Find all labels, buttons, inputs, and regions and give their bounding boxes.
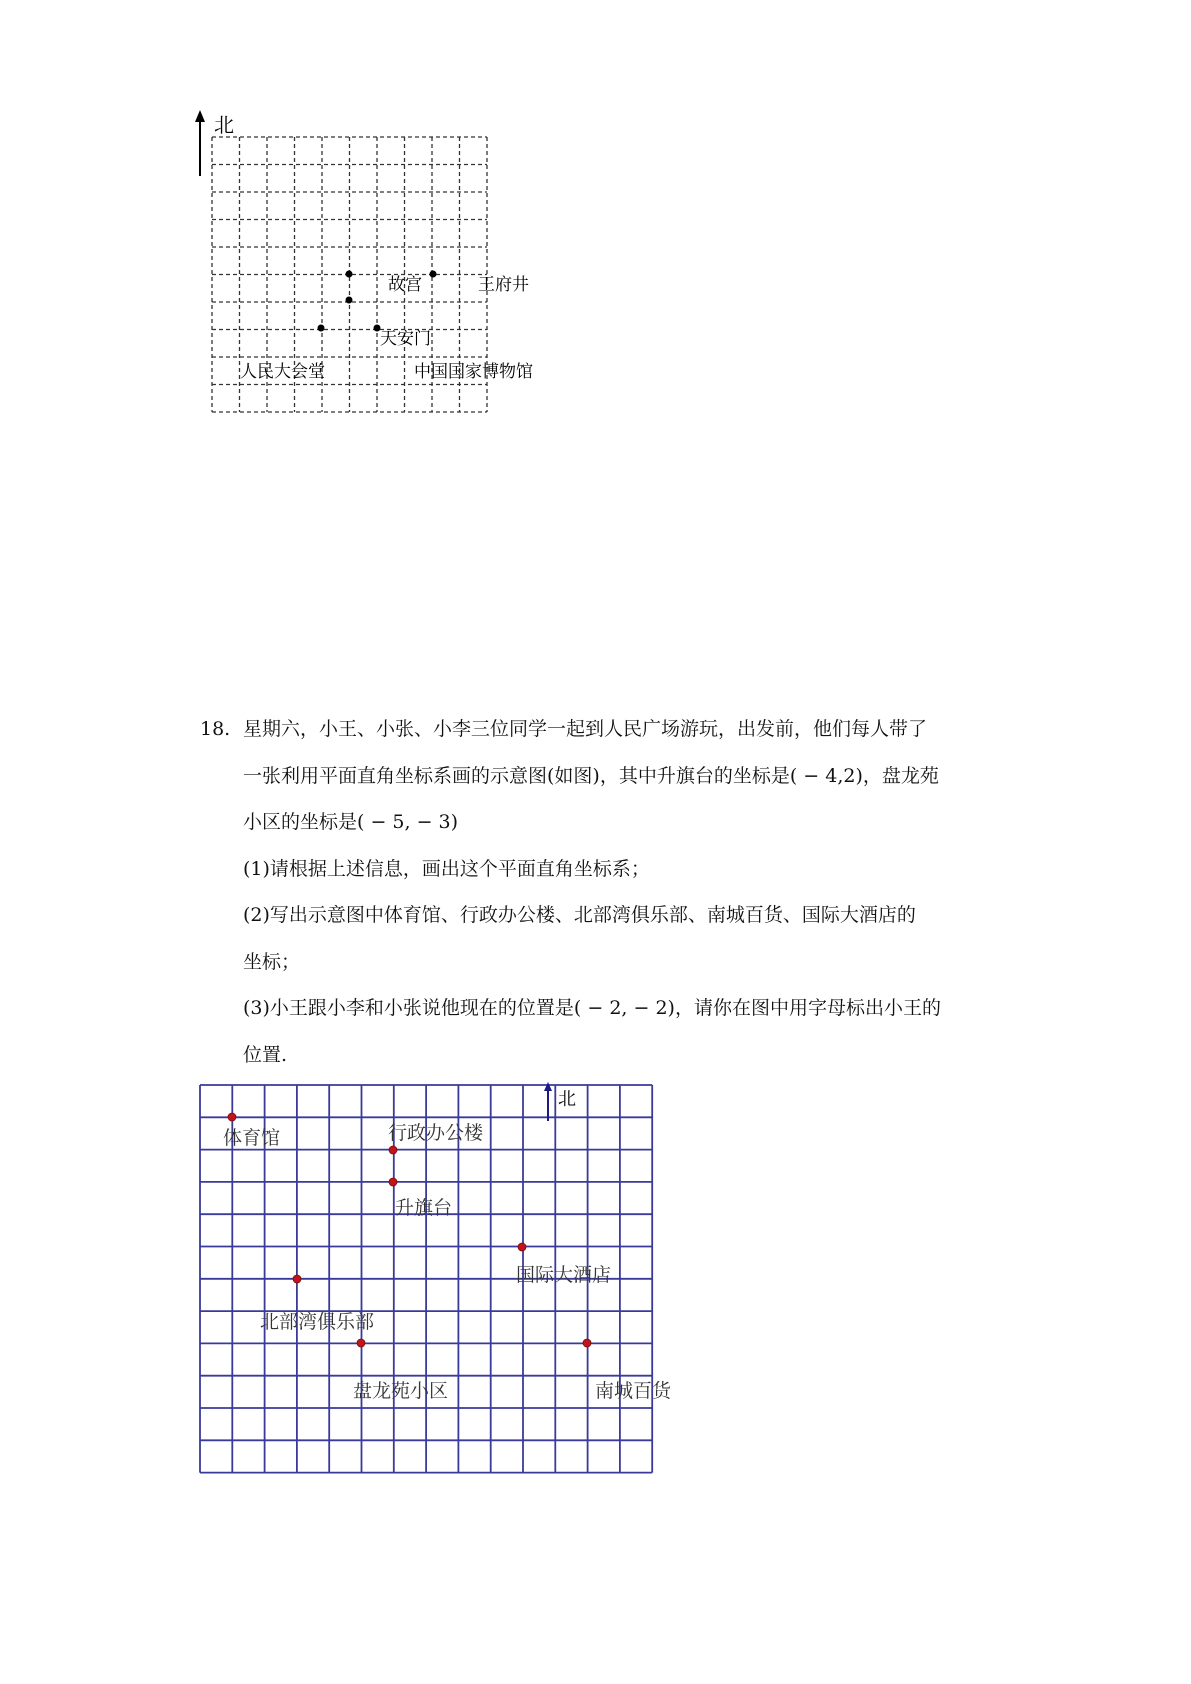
place-label-panlongyuan: 盘龙苑小区 xyxy=(353,1380,449,1402)
question-number: 18. xyxy=(200,718,231,740)
question-line: 一张利用平面直角坐标系画的示意图(如图)，其中升旗台的坐标是( − 4,2)，盘龙苑 xyxy=(243,764,939,787)
north-arrow xyxy=(195,110,205,176)
place-label-flag-platform: 升旗台 xyxy=(395,1197,453,1219)
place-label-nancheng-store: 南城百货 xyxy=(595,1380,672,1402)
question-part-3: (3)小王跟小李和小张说他现在的位置是( − 2, − 2)，请你在图中用字母标出小王的 xyxy=(243,997,941,1019)
beijing-map-figure xyxy=(188,100,533,460)
point-intl-hotel xyxy=(518,1243,526,1251)
north-arrow xyxy=(544,1082,552,1121)
point-beibuwan-club xyxy=(293,1275,301,1283)
north-label: 北 xyxy=(214,113,234,137)
question-part-2: (2)写出示意图中体育馆、行政办公楼、北部湾俱乐部、南城百货、国际大酒店的 xyxy=(243,904,916,926)
point-great-hall xyxy=(318,325,325,332)
point-tiananmen xyxy=(346,297,353,304)
question-line: 星期六，小王、小张、小李三位同学一起到人民广场游玩，出发前，他们每人带了 xyxy=(243,718,928,740)
point-gugong xyxy=(346,271,353,278)
question-line: 位置. xyxy=(243,1043,288,1066)
peoples-square-map-figure xyxy=(198,1075,688,1505)
place-label-beibuwan-club: 北部湾俱乐部 xyxy=(260,1311,375,1333)
question-part-1: (1)请根据上述信息，画出这个平面直角坐标系； xyxy=(243,857,650,880)
point-flag-platform xyxy=(389,1178,397,1186)
point-wangfujing xyxy=(430,271,437,278)
point-panlongyuan xyxy=(357,1339,365,1347)
place-label-intl-hotel: 国际大酒店 xyxy=(516,1264,612,1286)
point-gymnasium xyxy=(228,1113,236,1121)
point-nancheng-store xyxy=(583,1339,591,1347)
question-18 xyxy=(200,706,1000,1078)
place-label-national-museum: 中国国家博物馆 xyxy=(414,362,533,382)
place-label-gymnasium: 体育馆 xyxy=(223,1127,281,1149)
question-line: 小区的坐标是( − 5, − 3) xyxy=(243,811,459,833)
point-admin-building xyxy=(389,1146,397,1154)
place-label-gugong: 故宫 xyxy=(388,275,422,295)
place-label-wangfujing: 王府井 xyxy=(478,275,529,295)
north-label: 北 xyxy=(558,1089,576,1110)
question-line: 坐标； xyxy=(243,950,301,973)
place-label-admin-building: 行政办公楼 xyxy=(388,1122,484,1144)
place-label-tiananmen: 天安门 xyxy=(380,329,431,349)
place-label-great-hall: 人民大会堂 xyxy=(240,362,325,382)
